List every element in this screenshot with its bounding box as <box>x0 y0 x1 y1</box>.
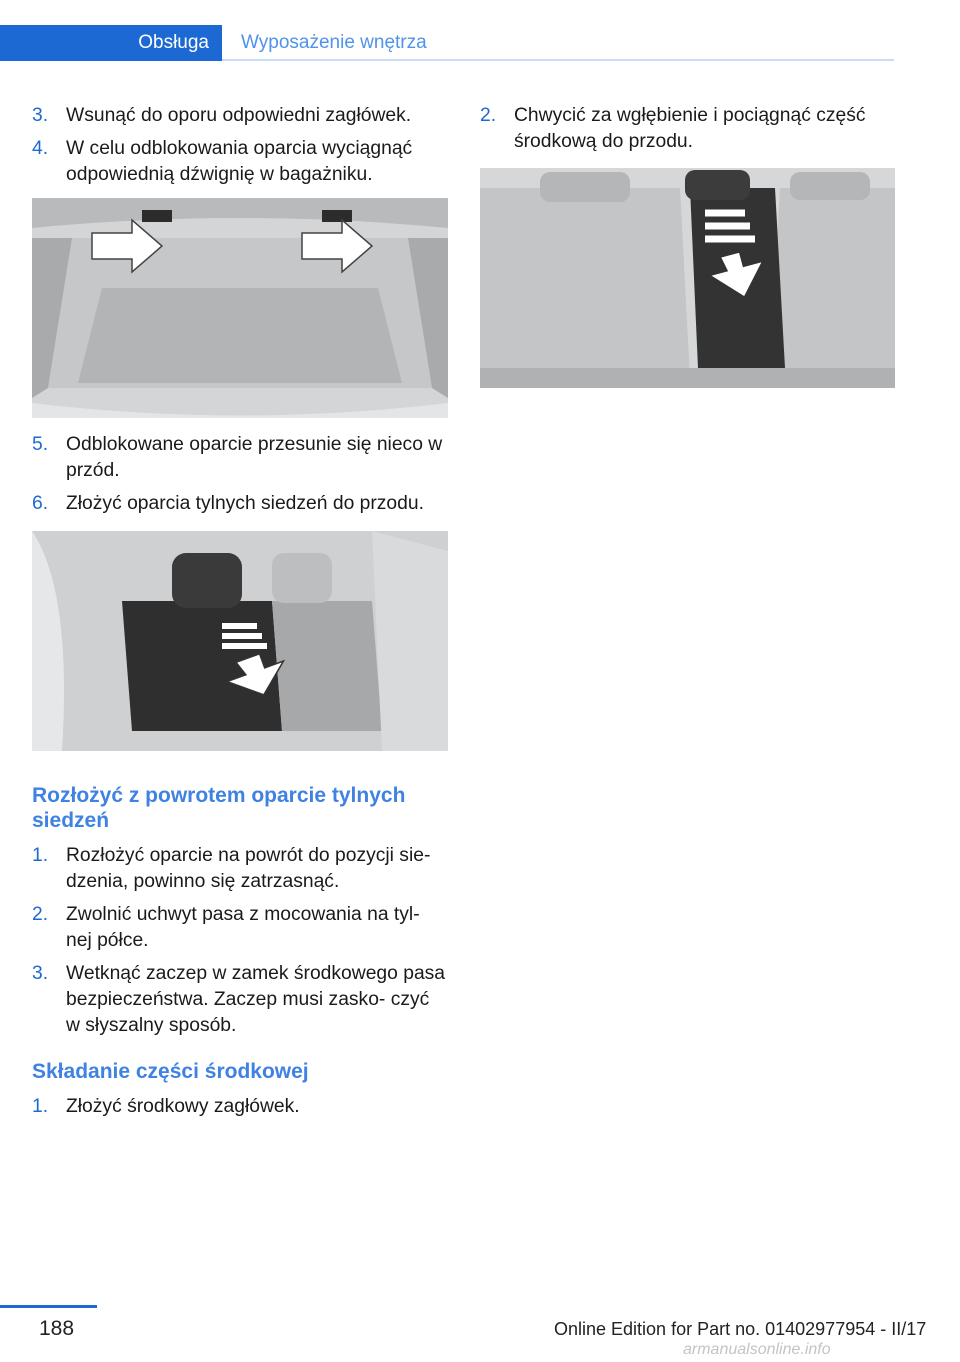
step-list <box>32 432 448 517</box>
step-list <box>32 1094 448 1120</box>
right-column <box>480 103 895 388</box>
step-text: Chwycić za wgłębienie i pociągnąć część środkową do przodu. <box>514 105 866 152</box>
step-number: 3. <box>32 105 49 126</box>
step-text: Zwolnić uchwyt pasa z mocowania na tyl- nej półce. <box>66 904 420 951</box>
step-item <box>32 902 448 954</box>
page-number: 188 <box>39 1317 75 1340</box>
step-item <box>32 961 448 1039</box>
step-item <box>32 136 448 188</box>
step-number: 2. <box>480 105 497 126</box>
step-item <box>32 491 448 517</box>
step-text: W celu odblokowania oparcia wyciągnąć odpowiednią dźwignię w bagażniku. <box>66 138 413 185</box>
header-divider <box>222 59 894 61</box>
step-text: Rozłożyć oparcie na powrót do pozycji sie- dzenia, powinno się zatrzasnąć. <box>66 845 431 892</box>
section-heading-center: Składanie części środkowej <box>32 1060 309 1083</box>
tab-obsluga[interactable]: Obsługa <box>0 25 222 61</box>
step-text: Wetknąć zaczep w zamek środkowego pasa bezpieczeństwa. Zaczep musi zasko- czyć w słyszalny sposób. <box>66 963 446 1036</box>
step-item <box>32 103 448 129</box>
step-text: Złożyć środkowy zagłówek. <box>66 1096 300 1117</box>
folded-seat-illustration <box>32 531 448 751</box>
step-list <box>32 103 448 188</box>
step-item <box>480 103 895 155</box>
step-number: 5. <box>32 434 49 455</box>
section-heading-unfold: Rozłożyć z powrotem oparcie tylnych siedzeń <box>32 784 406 832</box>
step-number: 6. <box>32 493 49 514</box>
step-item <box>32 1094 448 1120</box>
step-text: Złożyć oparcia tylnych siedzeń do przodu. <box>66 493 424 514</box>
step-number: 3. <box>32 963 49 984</box>
step-text: Odblokowane oparcie przesunie się nieco w przód. <box>66 434 443 481</box>
center-section-illustration <box>480 168 895 388</box>
step-number: 4. <box>32 138 49 159</box>
left-column <box>32 103 448 1127</box>
step-list <box>480 103 895 155</box>
page-header <box>0 25 894 61</box>
step-list <box>32 843 448 1039</box>
trunk-illustration <box>32 198 448 418</box>
step-number: 2. <box>32 904 49 925</box>
footer-divider <box>0 1305 97 1308</box>
step-item <box>32 843 448 895</box>
step-item <box>32 432 448 484</box>
watermark: armanualsonline.info <box>683 1341 831 1358</box>
tab-section-title[interactable]: Wyposażenie wnętrza <box>241 32 427 53</box>
step-number: 1. <box>32 845 49 866</box>
edition-note: Online Edition for Part no. 01402977954 - II/17 <box>554 1319 927 1339</box>
step-number: 1. <box>32 1096 49 1117</box>
step-text: Wsunąć do oporu odpowiedni zagłówek. <box>66 105 412 126</box>
